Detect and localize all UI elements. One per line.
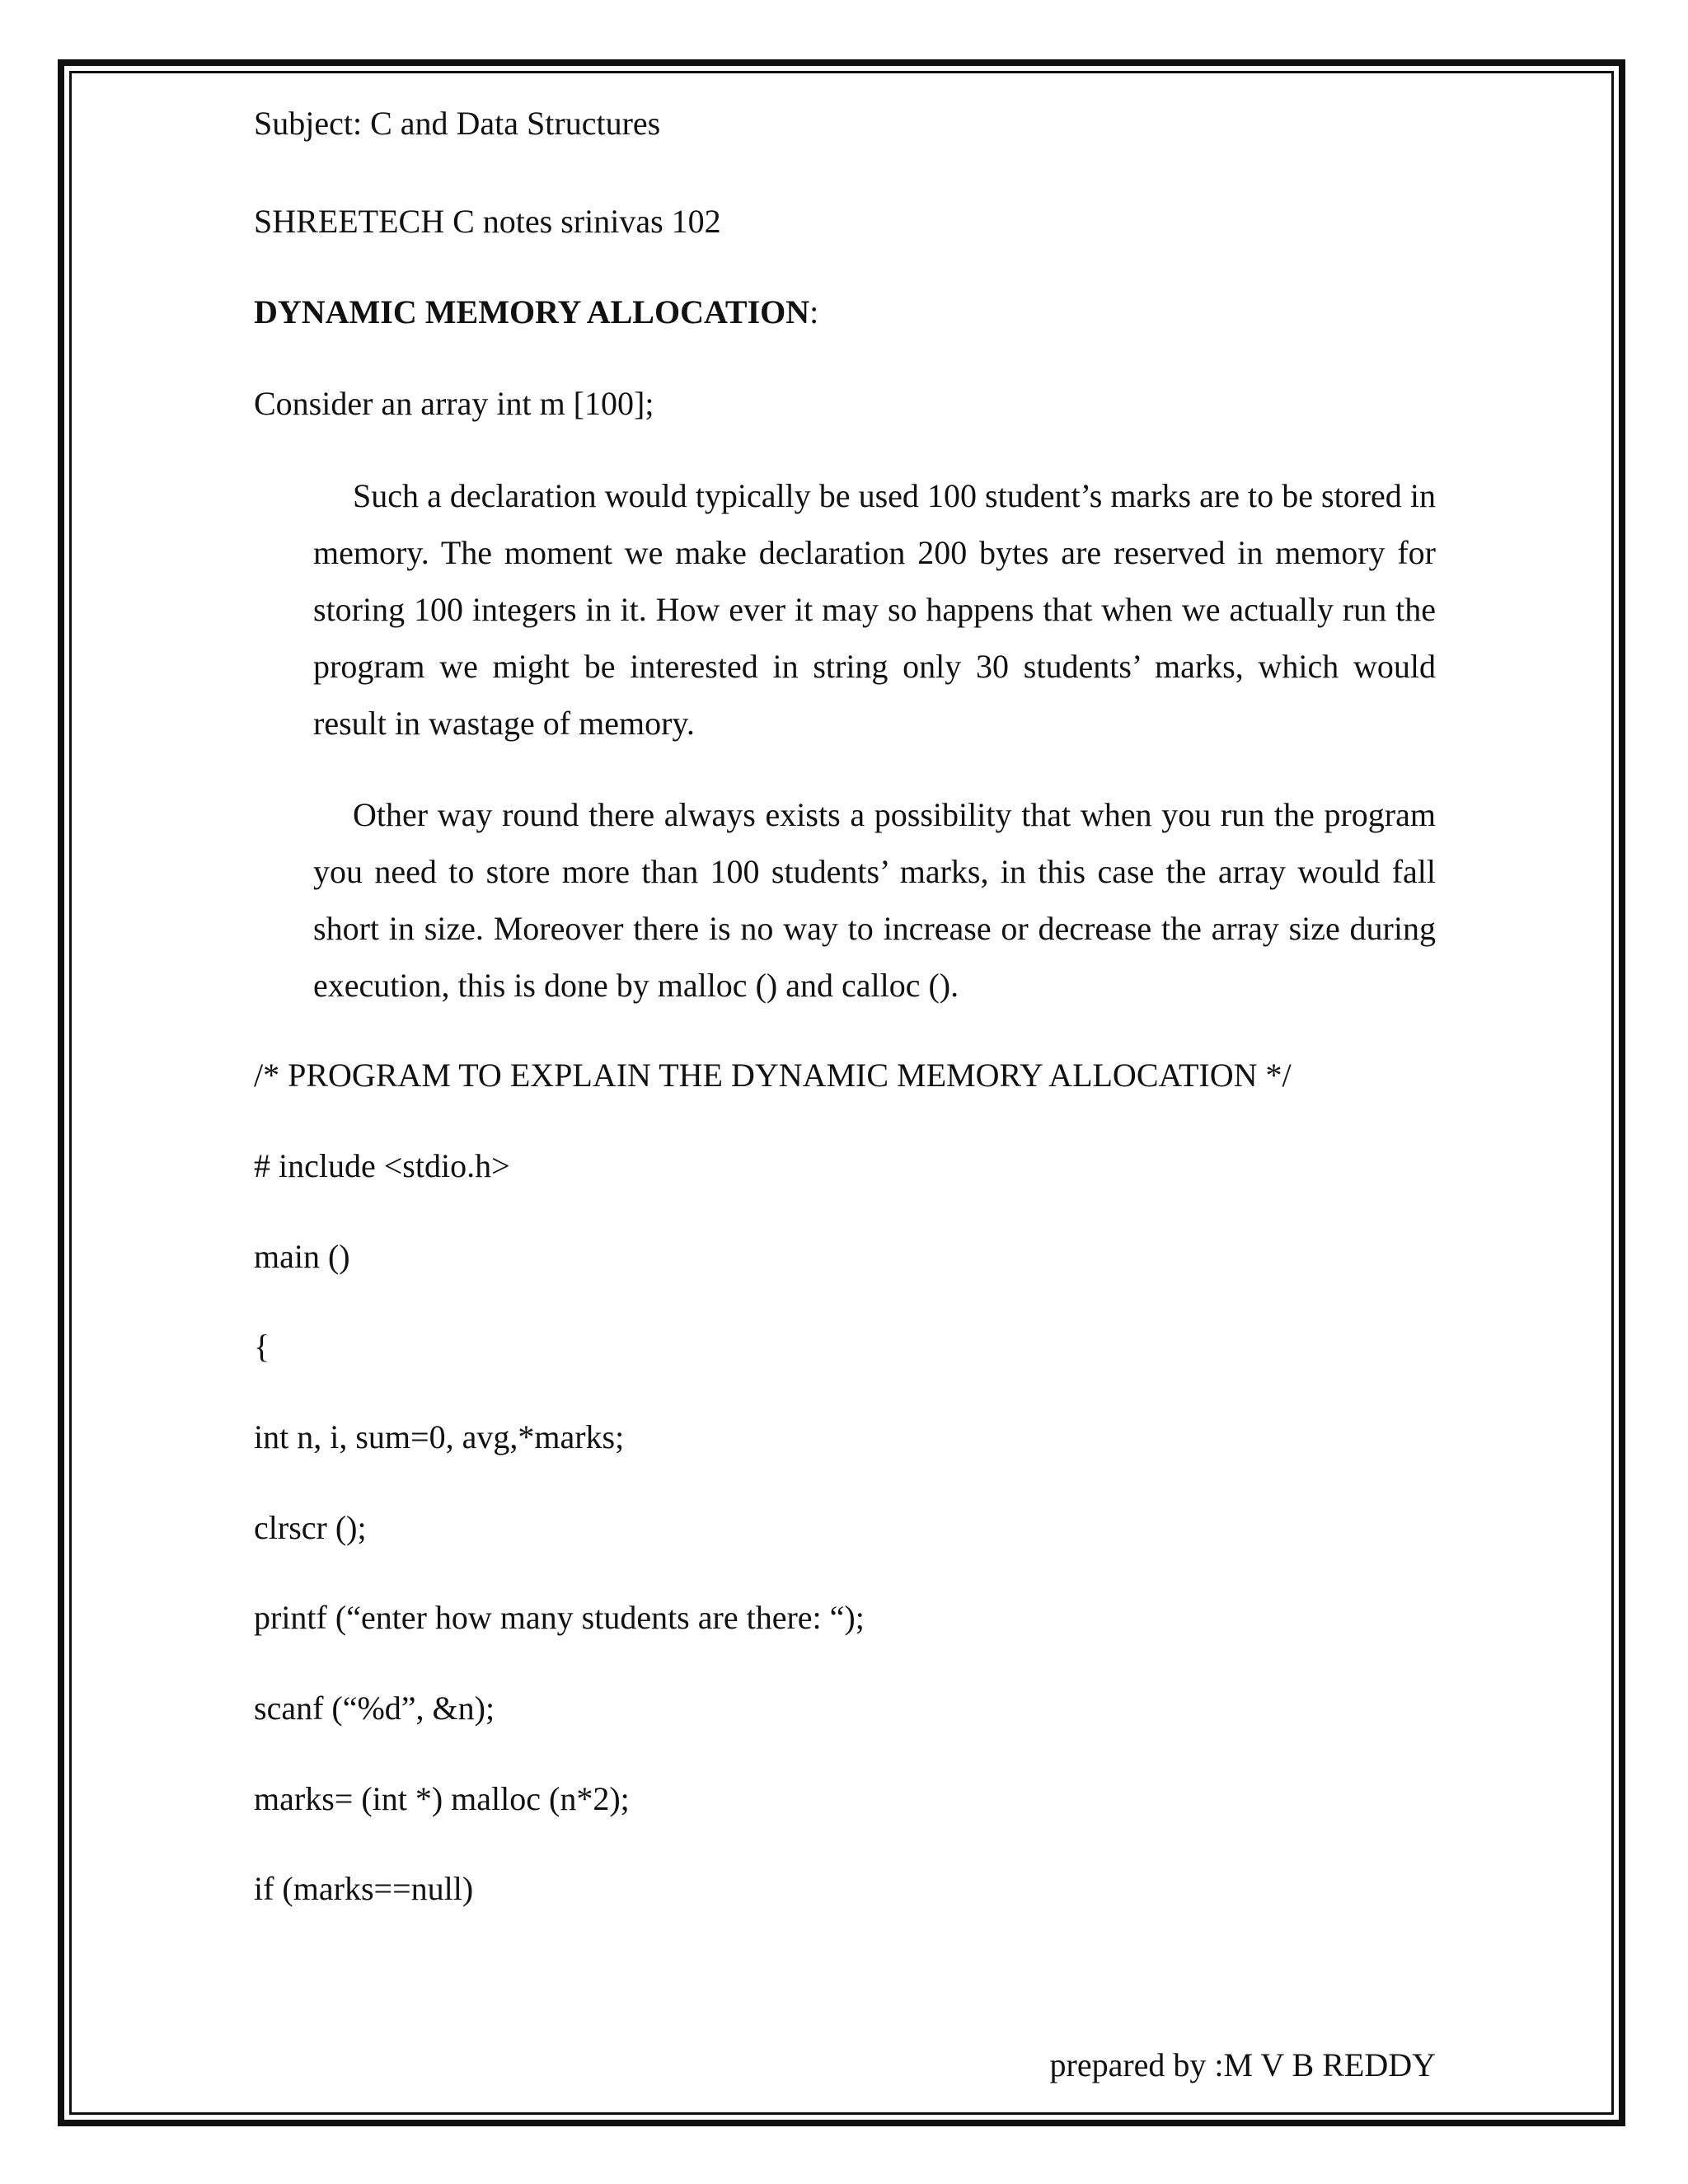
program-comment: /* PROGRAM TO EXPLAIN THE DYNAMIC MEMORY ALLOCATION */ — [254, 1057, 1292, 1094]
code-line-printf: printf (“enter how many students are there: “); — [254, 1599, 865, 1636]
footer-author: prepared by :M V B REDDY — [1049, 2046, 1436, 2083]
paragraph-1: Such a declaration would typically be used 100 student’s marks are to be stored in memory. The moment we make declaration 200 bytes are reserved in memory for storing 100 integers in it. How ever it may so happens that when we actually run the program we might be interested in string only 30 students’ marks, which would result in wastage of memory. — [313, 477, 1436, 742]
heading-text: DYNAMIC MEMORY ALLOCATION — [254, 293, 810, 330]
section-heading — [254, 293, 818, 331]
code-line-clrscr: clrscr (); — [254, 1509, 367, 1546]
heading-colon: : — [809, 293, 819, 330]
code-line-malloc: marks= (int *) malloc (n*2); — [254, 1780, 630, 1817]
code-line-main: main () — [254, 1238, 350, 1275]
code-line-open-brace: { — [254, 1328, 270, 1365]
intro-line: Consider an array int m [100]; — [254, 385, 654, 422]
notes-title: SHREETECH C notes srinivas 102 — [254, 203, 721, 240]
code-line-if: if (marks==null) — [254, 1870, 474, 1907]
code-line-scanf: scanf (“%d”, &n); — [254, 1690, 495, 1727]
paragraph-2: Other way round there always exists a possibility that when you run the program you need to store more than 100 students’ marks, in this case the array would fall short in size. Moreover there is no way to increase or decrease the array size during execution, this is done by malloc () and calloc (). — [313, 796, 1436, 1004]
code-line-include: # include <stdio.h> — [254, 1147, 510, 1184]
subject-line: Subject: C and Data Structures — [254, 105, 661, 142]
code-line-declarations: int n, i, sum=0, avg,*marks; — [254, 1418, 625, 1455]
